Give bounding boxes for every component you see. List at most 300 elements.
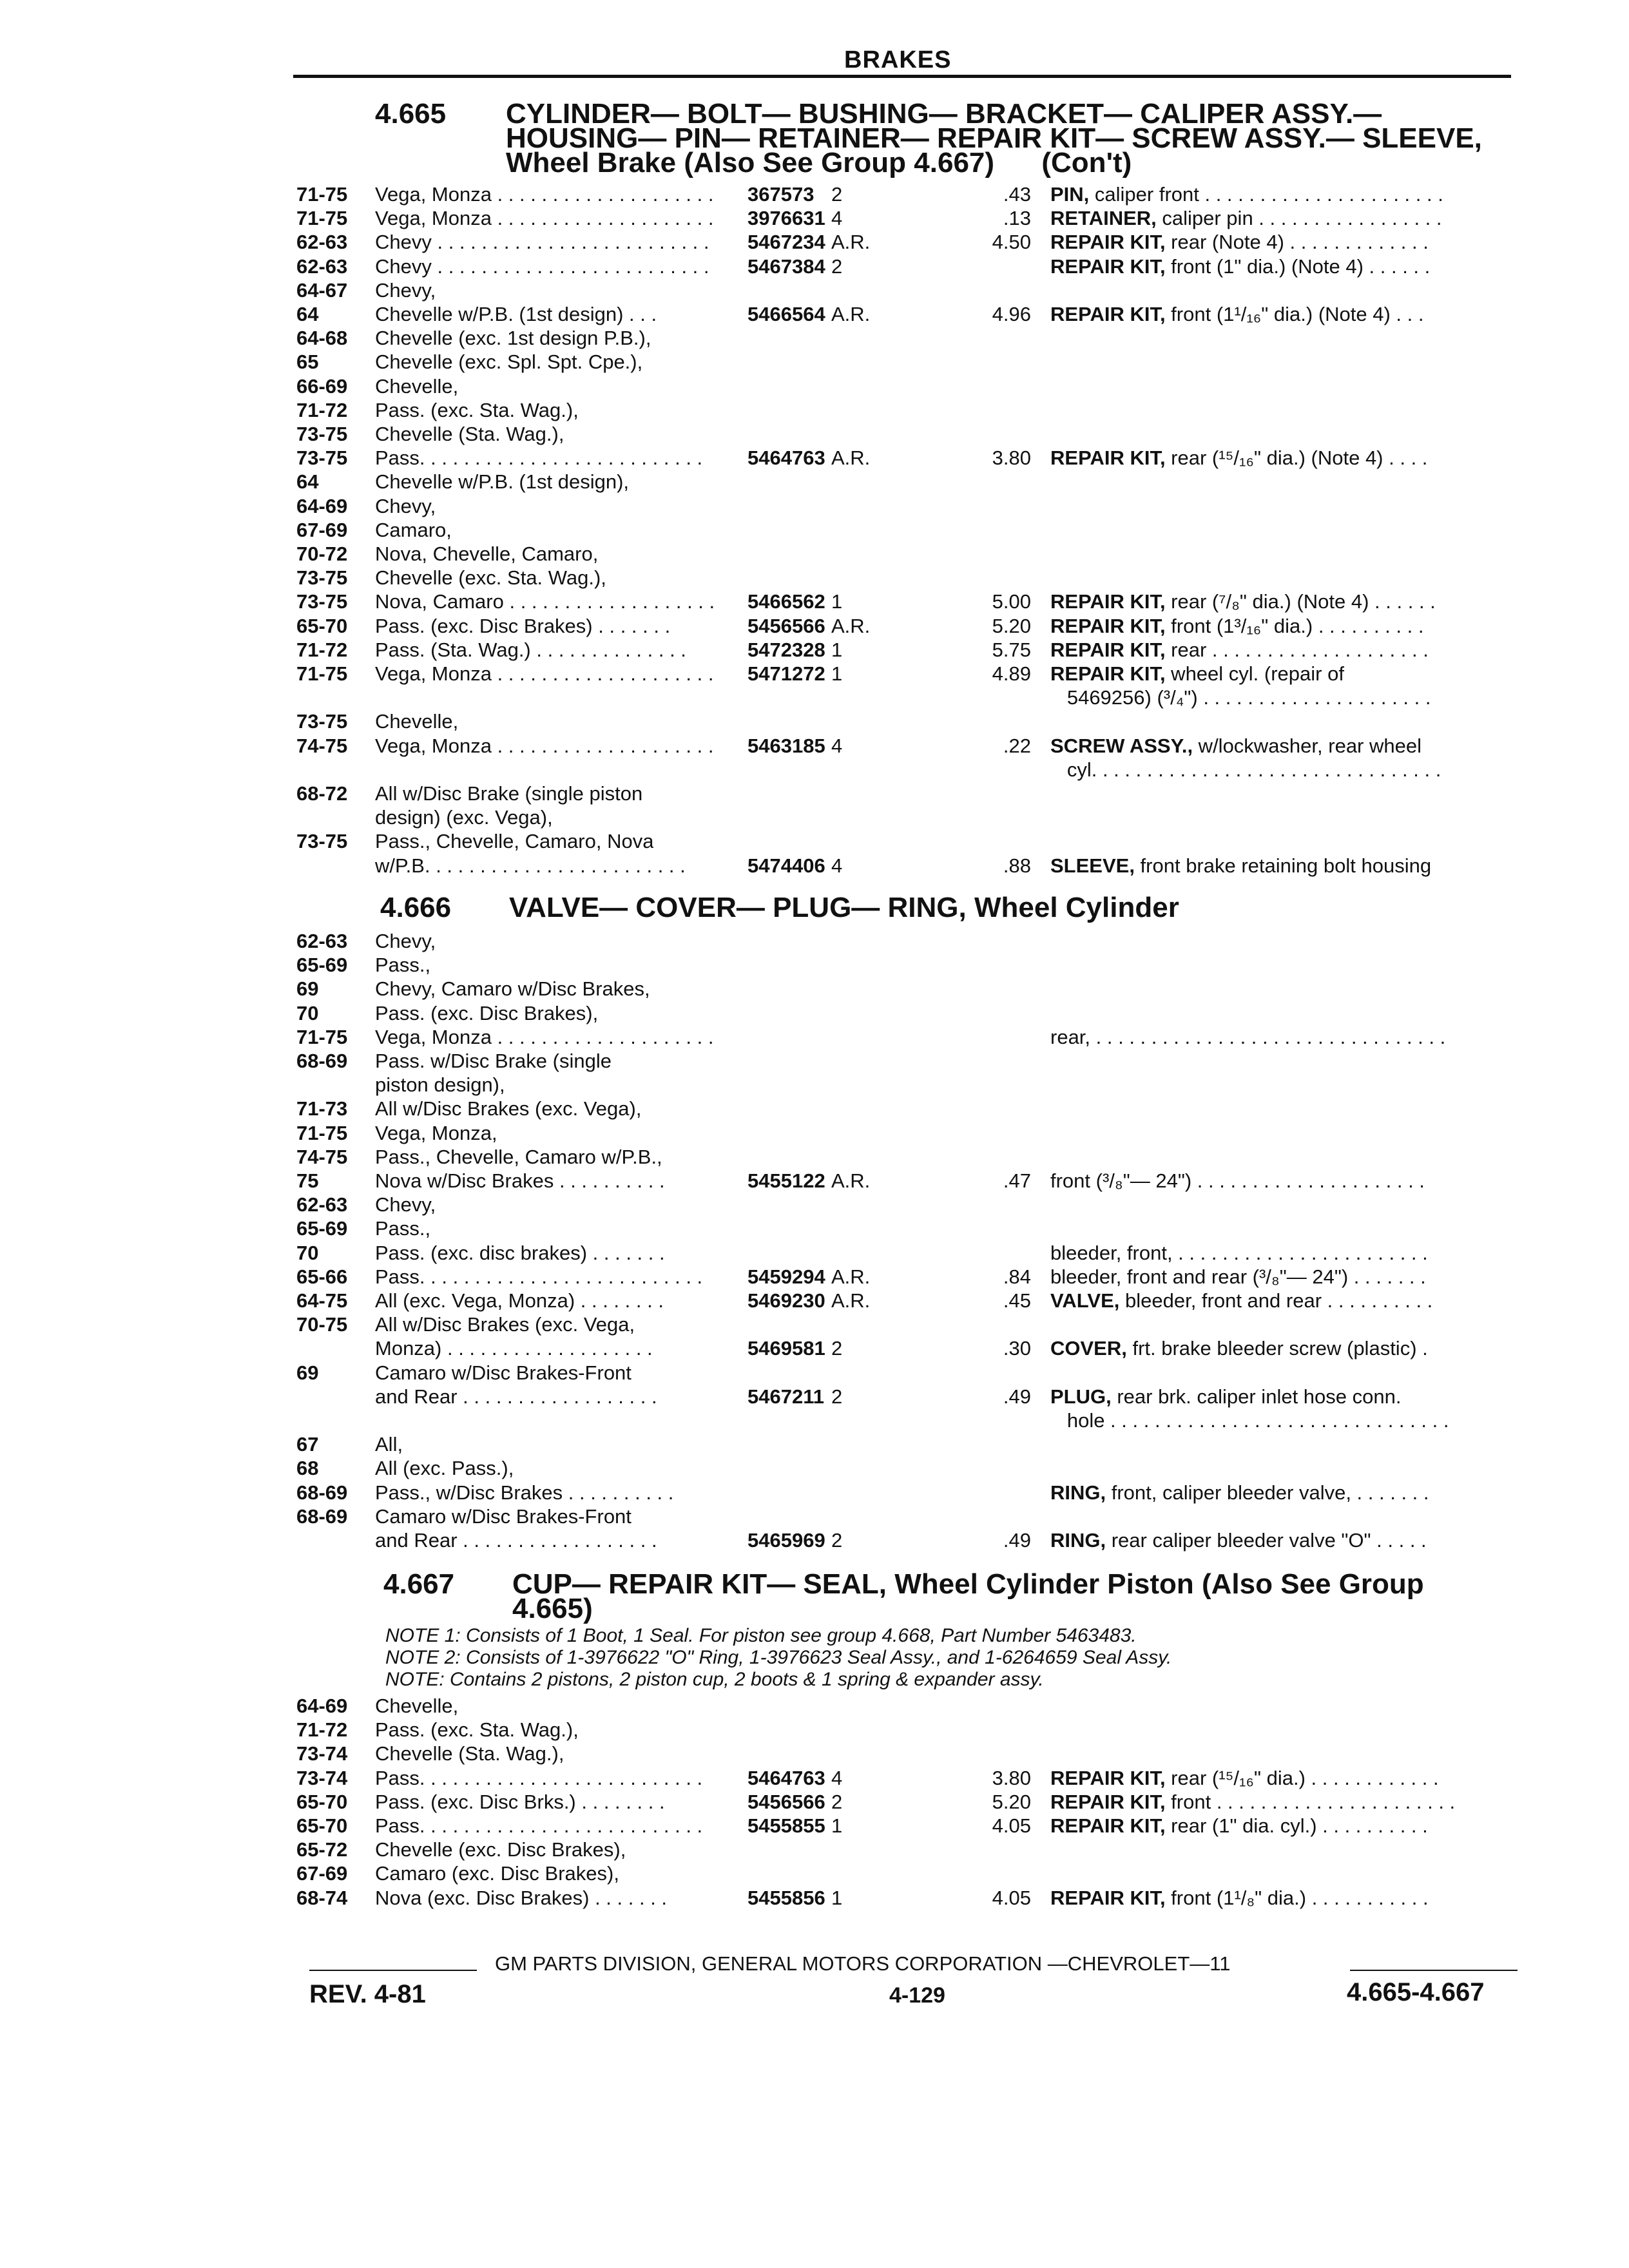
table-row xyxy=(0,662,1629,686)
year-cell: 62-63 xyxy=(296,1193,348,1216)
price-cell: .49 xyxy=(1003,1529,1031,1552)
description-keyword: REPAIR KIT, xyxy=(1050,231,1166,254)
table-row xyxy=(0,1718,1629,1742)
application-cell: Pass. (exc. Sta. Wag.), xyxy=(375,1718,579,1742)
description-text: bleeder, front and rear (³/₈"— 24") . . . . . . . xyxy=(1050,1265,1426,1288)
price-cell: .88 xyxy=(1003,854,1031,877)
part-number-cell: 5467384 xyxy=(747,255,825,278)
year-cell: 75 xyxy=(296,1169,319,1192)
page-number: 4-129 xyxy=(889,1983,945,2008)
description-cell xyxy=(1050,1767,1439,1790)
table-row xyxy=(0,327,1629,350)
application-cell: Pass. . . . . . . . . . . . . . . . . . . . . . . . . . xyxy=(375,1265,703,1288)
part-number-cell: 5464763 xyxy=(747,447,825,470)
quantity-cell: 2 xyxy=(831,1529,843,1552)
year-cell: 69 xyxy=(296,977,319,1001)
application-cell: Vega, Monza . . . . . . . . . . . . . . . . . . . . xyxy=(375,207,714,230)
year-cell: 70-72 xyxy=(296,543,348,565)
price-cell: 4.89 xyxy=(992,662,1031,685)
year-cell: 71-75 xyxy=(296,183,348,206)
quantity-cell: A.R. xyxy=(831,614,871,637)
table-row xyxy=(0,423,1629,446)
part-number-cell: 5466562 xyxy=(747,590,825,613)
part-number-cell: 5455855 xyxy=(747,1814,825,1837)
application-cell: and Rear . . . . . . . . . . . . . . . . . . xyxy=(375,1529,657,1552)
year-cell: 69 xyxy=(296,1361,319,1384)
description-cell xyxy=(1050,1385,1401,1408)
year-cell: 68-69 xyxy=(296,1504,348,1528)
year-cell: 65 xyxy=(296,351,319,374)
part-number-cell: 5466564 xyxy=(747,303,825,325)
price-cell: 4.05 xyxy=(992,1886,1031,1909)
year-cell: 68-69 xyxy=(296,1050,348,1072)
section-4666-number: 4.666 xyxy=(380,892,452,923)
description-text: front, caliper bleeder valve, . . . . . . . xyxy=(1106,1481,1429,1504)
revision-label: REV. 4-81 xyxy=(309,1980,426,2008)
description-keyword: REPAIR KIT, xyxy=(1050,255,1166,278)
description-keyword: REPAIR KIT, xyxy=(1050,1790,1166,1813)
application-cell: Camaro, xyxy=(375,518,452,541)
year-cell: 64-67 xyxy=(296,278,348,302)
table-row xyxy=(0,735,1629,758)
description-text: rear . . . . . . . . . . . . . . . . . . . . xyxy=(1165,638,1429,661)
year-cell: 71-72 xyxy=(296,1718,348,1742)
description-keyword: REPAIR KIT, xyxy=(1050,662,1166,685)
description-cell xyxy=(1050,255,1430,278)
footer-rule-left xyxy=(309,1970,477,1971)
description-cell xyxy=(1050,854,1431,878)
application-cell: piston design), xyxy=(375,1073,505,1097)
year-cell: 64-69 xyxy=(296,1695,348,1717)
application-cell: Pass. . . . . . . . . . . . . . . . . . . . . . . . . . xyxy=(375,1814,703,1837)
description-text: bleeder, front and rear . . . . . . . . . . xyxy=(1119,1289,1433,1312)
part-number-cell: 5471272 xyxy=(747,662,825,685)
application-cell: Nova, Camaro . . . . . . . . . . . . . . . . . . . xyxy=(375,590,715,613)
table-row xyxy=(0,543,1629,566)
quantity-cell: 4 xyxy=(831,854,843,877)
quantity-cell: 4 xyxy=(831,207,843,230)
year-cell: 73-75 xyxy=(296,423,348,445)
year-cell: 64-69 xyxy=(296,494,348,517)
year-cell: 65-69 xyxy=(296,1217,348,1240)
application-cell: Pass., w/Disc Brakes . . . . . . . . . . xyxy=(375,1481,674,1504)
table-row xyxy=(0,255,1629,278)
table-row xyxy=(0,1313,1629,1336)
table-row xyxy=(0,806,1629,829)
part-number-cell: 5455856 xyxy=(747,1886,825,1909)
application-cell: Nova (exc. Disc Brakes) . . . . . . . xyxy=(375,1886,668,1909)
table-row xyxy=(0,1242,1629,1265)
price-cell: 4.96 xyxy=(992,303,1031,325)
table-row xyxy=(0,1409,1629,1432)
part-number-cell: 5469230 xyxy=(747,1289,825,1312)
description-cell xyxy=(1050,1242,1428,1265)
quantity-cell: 1 xyxy=(831,1886,843,1909)
description-cell xyxy=(1050,1887,1429,1910)
table-row xyxy=(0,303,1629,326)
year-cell: 74-75 xyxy=(296,1145,348,1168)
description-keyword: REPAIR KIT, xyxy=(1050,1814,1166,1837)
application-cell: All (exc. Pass.), xyxy=(375,1457,514,1480)
application-cell: Monza) . . . . . . . . . . . . . . . . . . . xyxy=(375,1337,653,1360)
application-cell: and Rear . . . . . . . . . . . . . . . . . . xyxy=(375,1385,657,1408)
description-cell xyxy=(1050,231,1429,254)
year-cell: 68 xyxy=(296,1457,319,1480)
application-cell: Chevelle w/P.B. (1st design) . . . xyxy=(375,303,657,325)
description-keyword: PIN, xyxy=(1050,183,1090,206)
quantity-cell: A.R. xyxy=(831,1265,871,1288)
description-keyword: RETAINER, xyxy=(1050,207,1157,230)
description-keyword: PLUG, xyxy=(1050,1385,1112,1408)
section-4667-number: 4.667 xyxy=(383,1568,455,1600)
part-number-cell: 5464763 xyxy=(747,1766,825,1789)
footer-rule-right xyxy=(1350,1970,1518,1971)
table-row xyxy=(0,279,1629,302)
section-4665-line3: Wheel Brake (Also See Group 4.667) (Con't) xyxy=(506,147,1132,178)
section-4667-line1: CUP— REPAIR KIT— SEAL, Wheel Cylinder Piston (Also See Group xyxy=(512,1568,1424,1600)
table-row xyxy=(0,1767,1629,1790)
price-cell: 5.20 xyxy=(992,1790,1031,1813)
description-text: hole . . . . . . . . . . . . . . . . . . . . . . . . . . . . . . . xyxy=(1050,1409,1449,1432)
price-cell: .43 xyxy=(1003,183,1031,206)
year-cell: 62-63 xyxy=(296,930,348,952)
table-row xyxy=(0,495,1629,518)
table-row xyxy=(0,1073,1629,1097)
year-cell: 70 xyxy=(296,1241,319,1264)
description-text: rear (1" dia. cyl.) . . . . . . . . . . xyxy=(1165,1814,1428,1837)
table-row xyxy=(0,954,1629,977)
application-cell: Chevy . . . . . . . . . . . . . . . . . . . . . . . . . xyxy=(375,255,709,278)
table-row xyxy=(0,710,1629,733)
table-row xyxy=(0,1026,1629,1049)
year-cell: 67-69 xyxy=(296,518,348,541)
application-cell: Chevelle (exc. 1st design P.B.), xyxy=(375,327,651,350)
table-row xyxy=(0,977,1629,1001)
table-row xyxy=(0,1002,1629,1025)
quantity-cell: 1 xyxy=(831,662,843,685)
year-cell: 64 xyxy=(296,303,319,325)
price-cell: .47 xyxy=(1003,1169,1031,1192)
price-cell: .49 xyxy=(1003,1385,1031,1408)
description-keyword: RING, xyxy=(1050,1481,1106,1504)
application-cell: Vega, Monza . . . . . . . . . . . . . . . . . . . . xyxy=(375,662,714,685)
description-keyword: SCREW ASSY., xyxy=(1050,734,1193,757)
description-text: wheel cyl. (repair of xyxy=(1165,662,1344,685)
price-cell: 5.00 xyxy=(992,590,1031,613)
description-text: rear, . . . . . . . . . . . . . . . . . . . . . . . . . . . . . . . . xyxy=(1050,1025,1446,1048)
table-row xyxy=(0,183,1629,206)
description-text: cyl. . . . . . . . . . . . . . . . . . . . . . . . . . . . . . . . xyxy=(1050,758,1441,781)
application-cell: Chevy, Camaro w/Disc Brakes, xyxy=(375,977,650,1001)
price-cell: .22 xyxy=(1003,734,1031,757)
description-text: bleeder, front, . . . . . . . . . . . . . . . . . . . . . . . xyxy=(1050,1241,1428,1264)
description-cell xyxy=(1050,639,1429,662)
description-cell xyxy=(1050,1409,1449,1432)
table-row xyxy=(0,758,1629,782)
table-row xyxy=(0,1433,1629,1456)
year-cell: 62-63 xyxy=(296,231,348,254)
application-cell: Pass. (Sta. Wag.) . . . . . . . . . . . . . . xyxy=(375,638,686,661)
application-cell: All (exc. Vega, Monza) . . . . . . . . xyxy=(375,1289,664,1312)
table-row xyxy=(0,830,1629,853)
table-row xyxy=(0,1097,1629,1120)
year-cell: 68-72 xyxy=(296,782,348,805)
application-cell: Pass. (exc. Disc Brks.) . . . . . . . . xyxy=(375,1790,665,1813)
table-row xyxy=(0,1791,1629,1814)
table-row xyxy=(0,1457,1629,1480)
application-cell: Camaro w/Disc Brakes-Front xyxy=(375,1504,631,1528)
application-cell: Chevelle, xyxy=(375,1695,459,1717)
description-text: caliper front . . . . . . . . . . . . . . . . . . . . . . xyxy=(1089,183,1443,206)
application-cell: Chevelle w/P.B. (1st design), xyxy=(375,470,630,494)
part-number-cell: 5456566 xyxy=(747,1790,825,1813)
description-text: front brake retaining bolt housing xyxy=(1134,854,1432,877)
table-row xyxy=(0,566,1629,590)
table-row xyxy=(0,854,1629,878)
description-keyword: REPAIR KIT, xyxy=(1050,638,1166,661)
table-row xyxy=(0,1193,1629,1216)
description-cell xyxy=(1050,1814,1428,1838)
table-row xyxy=(0,1742,1629,1765)
description-keyword: REPAIR KIT, xyxy=(1050,447,1166,470)
group-range: 4.665-4.667 xyxy=(1347,1978,1485,2006)
section-4666-line1: VALVE— COVER— PLUG— RING, Wheel Cylinder xyxy=(509,892,1179,923)
application-cell: Chevelle (exc. Sta. Wag.), xyxy=(375,566,606,590)
year-cell: 73-75 xyxy=(296,590,348,613)
application-cell: Chevy, xyxy=(375,278,436,302)
year-cell: 73-75 xyxy=(296,830,348,853)
description-text: front . . . . . . . . . . . . . . . . . . . . . . xyxy=(1165,1790,1456,1813)
description-text: front (1¹/₁₆" dia.) (Note 4) . . . xyxy=(1165,303,1424,325)
description-cell xyxy=(1050,303,1423,326)
application-cell: Chevelle (exc. Spl. Spt. Cpe.), xyxy=(375,351,643,374)
application-cell: Chevy, xyxy=(375,494,436,517)
year-cell: 64-75 xyxy=(296,1289,348,1312)
application-cell: Nova w/Disc Brakes . . . . . . . . . . xyxy=(375,1169,665,1192)
part-number-cell: 5467211 xyxy=(747,1385,824,1408)
year-cell: 70 xyxy=(296,1001,319,1024)
description-text: front (1³/₁₆" dia.) . . . . . . . . . . xyxy=(1165,614,1424,637)
description-cell xyxy=(1050,1265,1426,1289)
description-cell xyxy=(1050,662,1344,686)
application-cell: Chevelle (Sta. Wag.), xyxy=(375,423,564,445)
description-keyword: REPAIR KIT, xyxy=(1050,303,1166,325)
page-header: BRAKES xyxy=(844,46,952,73)
table-row xyxy=(0,1862,1629,1885)
table-row xyxy=(0,1814,1629,1838)
application-cell: w/P.B. . . . . . . . . . . . . . . . . . . . . . . . xyxy=(375,854,686,877)
quantity-cell: A.R. xyxy=(831,231,871,254)
year-cell: 73-74 xyxy=(296,1742,348,1765)
description-keyword: REPAIR KIT, xyxy=(1050,1766,1166,1789)
application-cell: Chevelle, xyxy=(375,374,459,398)
quantity-cell: A.R. xyxy=(831,303,871,325)
application-cell: Pass., xyxy=(375,1217,431,1240)
year-cell: 70-75 xyxy=(296,1313,348,1336)
part-number-cell: 5469581 xyxy=(747,1337,825,1360)
note-1: NOTE 1: Consists of 1 Boot, 1 Seal. For piston see group 4.668, Part Number 5463483. xyxy=(385,1625,1137,1646)
application-cell: All w/Disc Brake (single piston xyxy=(375,782,643,805)
year-cell: 62-63 xyxy=(296,255,348,278)
year-cell: 65-70 xyxy=(296,1814,348,1837)
year-cell: 71-75 xyxy=(296,1121,348,1144)
year-cell: 71-73 xyxy=(296,1097,348,1120)
description-text: rear caliper bleeder valve "O" . . . . . xyxy=(1106,1529,1427,1552)
application-cell: Pass., Chevelle, Camaro w/P.B., xyxy=(375,1145,662,1168)
application-cell: Vega, Monza . . . . . . . . . . . . . . . . . . . . xyxy=(375,183,714,206)
application-cell: Chevy, xyxy=(375,930,436,952)
part-number-cell: 5455122 xyxy=(747,1169,825,1192)
description-keyword: REPAIR KIT, xyxy=(1050,1886,1166,1909)
description-keyword: RING, xyxy=(1050,1529,1106,1552)
table-row xyxy=(0,470,1629,494)
year-cell: 65-66 xyxy=(296,1265,348,1288)
application-cell: Pass. w/Disc Brake (single xyxy=(375,1050,612,1072)
price-cell: .45 xyxy=(1003,1289,1031,1312)
table-row xyxy=(0,782,1629,805)
table-row xyxy=(0,1695,1629,1718)
quantity-cell: A.R. xyxy=(831,447,871,470)
table-row xyxy=(0,639,1629,662)
price-cell: 4.05 xyxy=(992,1814,1031,1837)
section-4665-number: 4.665 xyxy=(375,98,447,130)
description-text: rear (⁷/₈" dia.) (Note 4) . . . . . . xyxy=(1165,590,1436,613)
year-cell: 67-69 xyxy=(296,1862,348,1885)
description-cell xyxy=(1050,1169,1425,1193)
table-row xyxy=(0,1289,1629,1312)
application-cell: Chevelle (Sta. Wag.), xyxy=(375,1742,564,1765)
description-text: front (1¹/₈" dia.) . . . . . . . . . . . xyxy=(1165,1886,1429,1909)
application-cell: Pass., xyxy=(375,954,431,977)
description-cell xyxy=(1050,1289,1432,1312)
description-cell xyxy=(1050,183,1443,206)
year-cell: 71-75 xyxy=(296,1025,348,1048)
table-row xyxy=(0,375,1629,398)
part-number-cell: 3976631 xyxy=(747,207,825,230)
quantity-cell: 4 xyxy=(831,734,843,757)
application-cell: Vega, Monza, xyxy=(375,1121,497,1144)
table-row xyxy=(0,930,1629,953)
year-cell: 68-69 xyxy=(296,1481,348,1504)
table-row xyxy=(0,1481,1629,1504)
table-row xyxy=(0,1337,1629,1360)
table-row xyxy=(0,1887,1629,1910)
description-text: caliper pin . . . . . . . . . . . . . . . . . xyxy=(1156,207,1442,230)
year-cell: 65-69 xyxy=(296,954,348,977)
description-keyword: COVER, xyxy=(1050,1337,1127,1360)
table-row xyxy=(0,1265,1629,1289)
application-cell: Pass. (exc. Sta. Wag.), xyxy=(375,398,579,421)
description-cell xyxy=(1050,758,1441,782)
year-cell: 73-75 xyxy=(296,566,348,590)
description-text: w/lockwasher, rear wheel xyxy=(1193,734,1422,757)
description-keyword: VALVE, xyxy=(1050,1289,1120,1312)
table-row xyxy=(0,519,1629,542)
quantity-cell: A.R. xyxy=(831,1169,871,1192)
description-keyword: REPAIR KIT, xyxy=(1050,614,1166,637)
table-row xyxy=(0,207,1629,230)
description-text: front (1" dia.) (Note 4) . . . . . . xyxy=(1165,255,1431,278)
table-row xyxy=(0,1838,1629,1861)
quantity-cell: 2 xyxy=(831,1790,843,1813)
note-2: NOTE 2: Consists of 1-3976622 "O" Ring, 1-3976623 Seal Assy., and 1-6264659 Seal Assy. xyxy=(385,1647,1172,1668)
year-cell: 73-75 xyxy=(296,710,348,733)
header-rule xyxy=(293,75,1511,78)
price-cell: 5.75 xyxy=(992,638,1031,661)
table-row xyxy=(0,1169,1629,1193)
description-cell xyxy=(1050,1529,1427,1552)
table-row xyxy=(0,231,1629,254)
table-row xyxy=(0,590,1629,613)
year-cell: 64 xyxy=(296,470,319,494)
part-number-cell: 5456566 xyxy=(747,614,825,637)
year-cell: 73-74 xyxy=(296,1766,348,1789)
part-number-cell: 5474406 xyxy=(747,854,825,877)
year-cell: 65-70 xyxy=(296,614,348,637)
application-cell: All w/Disc Brakes (exc. Vega, xyxy=(375,1313,635,1336)
application-cell: All, xyxy=(375,1433,403,1456)
table-row xyxy=(0,1050,1629,1073)
description-text: rear (¹⁵/₁₆" dia.) . . . . . . . . . . . . xyxy=(1165,1766,1439,1789)
year-cell: 67 xyxy=(296,1433,319,1456)
table-row xyxy=(0,1505,1629,1528)
year-cell: 66-69 xyxy=(296,374,348,398)
description-text: rear brk. caliper inlet hose conn. xyxy=(1111,1385,1402,1408)
table-row xyxy=(0,1217,1629,1240)
table-row xyxy=(0,1361,1629,1385)
application-cell: Chevy . . . . . . . . . . . . . . . . . . . . . . . . . xyxy=(375,231,709,254)
year-cell: 71-72 xyxy=(296,638,348,661)
description-cell xyxy=(1050,615,1423,638)
description-keyword: SLEEVE, xyxy=(1050,854,1135,877)
year-cell: 73-75 xyxy=(296,447,348,470)
description-text: frt. brake bleeder screw (plastic) . xyxy=(1126,1337,1428,1360)
application-cell: Pass. (exc. disc brakes) . . . . . . . xyxy=(375,1241,665,1264)
table-row xyxy=(0,447,1629,470)
quantity-cell: 4 xyxy=(831,1766,843,1789)
price-cell: 4.50 xyxy=(992,231,1031,254)
application-cell: Nova, Chevelle, Camaro, xyxy=(375,543,599,565)
description-text: rear (¹⁵/₁₆" dia.) (Note 4) . . . . xyxy=(1165,447,1428,470)
description-cell xyxy=(1050,735,1422,758)
description-cell xyxy=(1050,686,1431,709)
application-cell: Pass., Chevelle, Camaro, Nova xyxy=(375,830,654,853)
table-row xyxy=(0,1122,1629,1145)
part-number-cell: 5472328 xyxy=(747,638,825,661)
part-number-cell: 5459294 xyxy=(747,1265,825,1288)
part-number-cell: 5465969 xyxy=(747,1529,825,1552)
description-text: 5469256) (³/₄") . . . . . . . . . . . . . . . . . . . . . xyxy=(1050,686,1431,709)
quantity-cell: 1 xyxy=(831,638,843,661)
part-number-cell: 5467234 xyxy=(747,231,825,254)
table-row xyxy=(0,1146,1629,1169)
year-cell: 68-74 xyxy=(296,1886,348,1909)
table-row xyxy=(0,1529,1629,1552)
price-cell: 5.20 xyxy=(992,614,1031,637)
price-cell: 3.80 xyxy=(992,1766,1031,1789)
description-text: front (³/₈"— 24") . . . . . . . . . . . . . . . . . . . . . xyxy=(1050,1169,1425,1192)
part-number-cell: 367573 xyxy=(747,183,815,206)
application-cell: Chevelle (exc. Disc Brakes), xyxy=(375,1838,626,1861)
price-cell: 3.80 xyxy=(992,447,1031,470)
section-4665-line1: CYLINDER— BOLT— BUSHING— BRACKET— CALIPER ASSY.— xyxy=(506,98,1382,130)
year-cell: 74-75 xyxy=(296,734,348,757)
application-cell: Chevelle, xyxy=(375,710,459,733)
quantity-cell: 1 xyxy=(831,1814,843,1837)
description-cell xyxy=(1050,1481,1429,1504)
application-cell: All w/Disc Brakes (exc. Vega), xyxy=(375,1097,642,1120)
application-cell: Pass. . . . . . . . . . . . . . . . . . . . . . . . . . xyxy=(375,1766,703,1789)
